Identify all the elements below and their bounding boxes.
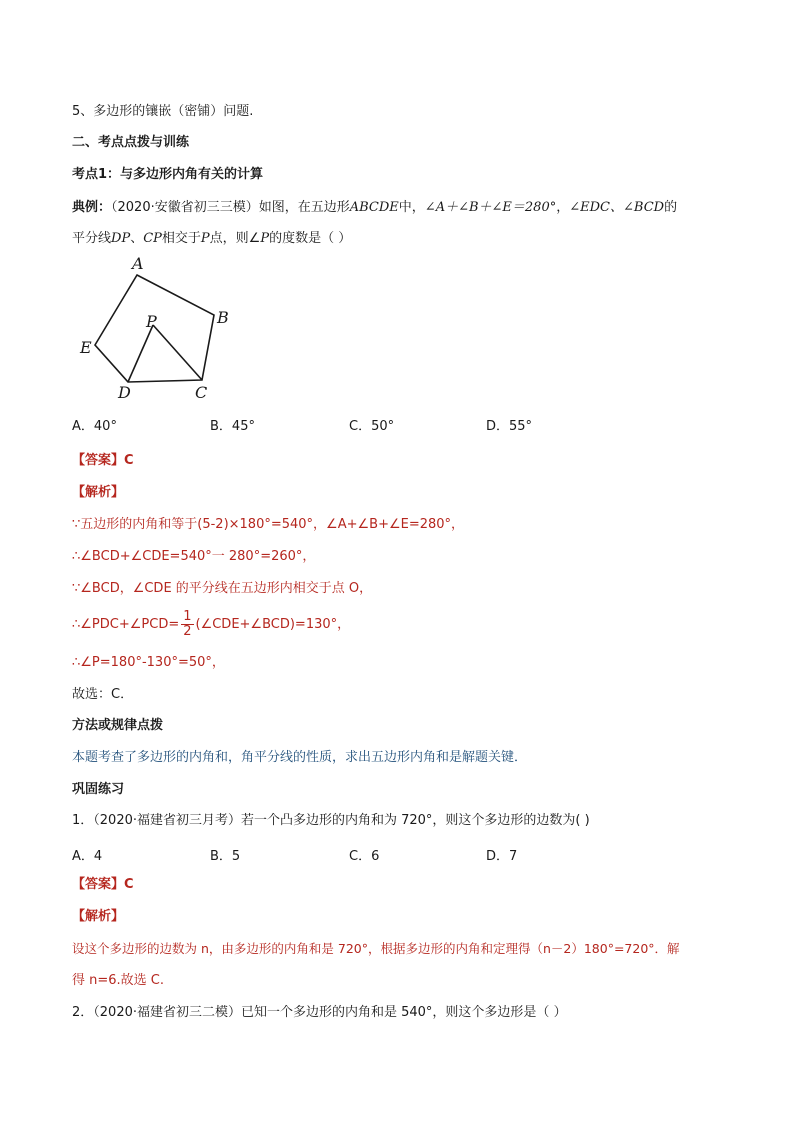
label-d: D <box>118 383 131 402</box>
option-letter: A． <box>72 849 94 864</box>
example-label: 典例： <box>72 200 112 215</box>
analysis1-line6: 故选：C． <box>72 687 134 702</box>
option-letter: B． <box>210 849 232 864</box>
answer-label-2: 【答案】C <box>72 877 134 892</box>
section-title: 二、考点点拨与训练 <box>72 135 190 150</box>
option-value: 40° <box>93 419 117 434</box>
analysis-label-2: 【解析】 <box>72 909 125 924</box>
kaodian-title: 考点1：与多边形内角有关的计算 <box>72 167 264 182</box>
option-value: 50° <box>371 419 395 434</box>
intro-item: 5、多边形的镶嵌（密铺）问题. <box>72 104 254 119</box>
segment-cp: CP <box>143 231 162 246</box>
option-value: 45° <box>231 419 255 434</box>
method-title: 方法或规律点拨 <box>72 718 164 733</box>
point-p: P <box>200 231 210 246</box>
example-tail: 的 <box>664 200 678 215</box>
example-option-d <box>486 415 532 434</box>
example-mid: 中， <box>398 200 425 215</box>
analysis-label-1: 【解析】 <box>72 485 125 500</box>
example-sep: 、 <box>130 231 144 246</box>
example-line2-start: 平分线 <box>72 231 112 246</box>
option-value: 7 <box>509 849 518 864</box>
q1-option-d <box>486 845 517 864</box>
option-letter: B． <box>210 419 232 434</box>
option-letter: D． <box>486 419 510 434</box>
example-line2-end: 相交于 <box>161 231 201 246</box>
option-value: 4 <box>93 849 103 864</box>
method-text: 本题考查了多边形的内角和，角平分线的性质，求出五边形内角和是解题关键． <box>72 750 528 765</box>
q1-option-c <box>349 845 379 864</box>
label-e: E <box>80 338 92 357</box>
option-letter: C． <box>349 419 372 434</box>
analysis1-line2: ∴∠BCD+∠CDE=540°一 280°=260°， <box>72 549 316 564</box>
practice-title: 巩固练习 <box>72 782 125 797</box>
bisector-dp <box>128 325 153 382</box>
example-option-a <box>72 415 117 434</box>
analysis2-line2: 得 n=6.故选 C. <box>72 973 165 988</box>
angle-sum-expr: ∠A＋∠B＋∠E＝280° <box>424 200 557 215</box>
analysis2-line1: 设这个多边形的边数为 n，由多边形的内角和是 720°，根据多边形的内角和定理得（n－2）180°=720°．解 <box>72 941 680 956</box>
option-value: 6 <box>371 849 380 864</box>
fraction-denominator: 2 <box>183 624 192 639</box>
bisector-cp <box>153 325 202 380</box>
analysis1-line5: ∴∠P=180°-130°=50°， <box>72 655 225 670</box>
fraction-one-half <box>181 610 193 639</box>
bisected-angles: ∠EDC、∠BCD <box>569 200 665 215</box>
question-2: 2．（2020·福建省初三二模）已知一个多边形的内角和是 540°，则这个多边形是（ ） <box>72 1005 567 1020</box>
example-option-c <box>349 415 394 434</box>
label-p: P <box>146 312 157 331</box>
segment-dp: DP <box>111 231 131 246</box>
analysis1-line3: ∵∠BCD，∠CDE 的平分线在五边形内相交于点 O， <box>72 581 373 596</box>
example-option-b <box>210 415 255 434</box>
option-value: 5 <box>231 849 241 864</box>
option-value: 55° <box>509 419 533 434</box>
q1-option-a <box>72 845 102 864</box>
example-comma: ， <box>556 200 570 215</box>
q1-option-b <box>210 845 240 864</box>
analysis1-line1: ∵五边形的内角和等于(5-2)×180°=540°，∠A+∠B+∠E=280°， <box>72 517 465 532</box>
question-1: 1．（2020·福建省初三月考）若一个凸多边形的内角和为 720°，则这个多边形的边数为( ) <box>72 813 590 828</box>
example-line2-end2: 点，则∠ <box>209 231 261 246</box>
example-line-1 <box>72 199 677 217</box>
fraction-numerator: 1 <box>183 609 192 624</box>
analysis1-line4 <box>72 610 350 640</box>
example-source: （2020·安徽省初三三模）如图，在五边形 <box>111 200 350 215</box>
label-a: A <box>132 255 144 273</box>
example-line-2 <box>72 230 351 248</box>
answer-label-1: 【答案】C <box>72 453 134 468</box>
option-letter: A． <box>72 419 94 434</box>
label-b: B <box>217 308 229 327</box>
label-c: C <box>195 383 208 402</box>
option-letter: C． <box>349 849 372 864</box>
pentagon-figure <box>70 255 250 405</box>
option-letter: D． <box>486 849 510 864</box>
analysis1-line4-post: (∠CDE+∠BCD)=130°， <box>195 617 351 632</box>
analysis1-line4-pre: ∴∠PDC+∠PCD= <box>72 617 180 632</box>
point-p-2: P <box>260 231 270 246</box>
pentagon-name: ABCDE <box>349 200 399 215</box>
example-line2-end3: 的度数是（ ） <box>269 231 352 246</box>
